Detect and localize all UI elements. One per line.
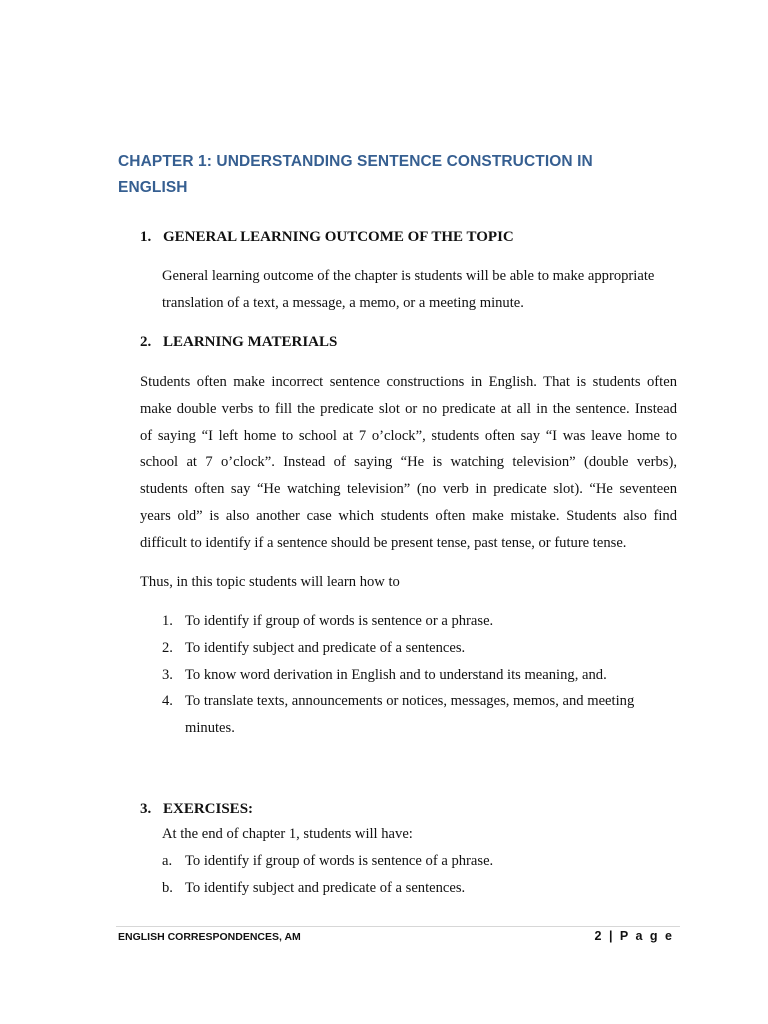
section-heading-learning-outcome	[140, 227, 514, 247]
list-item-text	[185, 688, 634, 742]
list-item	[162, 848, 662, 875]
section-heading-exercises	[140, 799, 253, 819]
list-marker: 1.	[162, 613, 173, 629]
section-number: 1.	[140, 229, 152, 245]
list-marker: 3.	[162, 666, 173, 683]
list-item-line: To translate texts, announcements or notices, messages, memos, and meeting	[185, 693, 635, 710]
footer-page-number: 2 | P a g e	[594, 929, 674, 943]
paragraph-line: make double verbs to fill the predicate slot or no predicate at all in the sentence. Instead	[140, 400, 677, 417]
list-item-text: To identify if group of words is sentence of a phrase.	[185, 853, 494, 869]
section-heading-text: GENERAL LEARNING OUTCOME OF THE TOPIC	[163, 229, 514, 245]
list-item	[162, 608, 662, 635]
section-number: 3.	[140, 801, 152, 817]
paragraph-line: of saying “I left home to school at 7 o’clock”, students often say “I was leave home to	[140, 427, 677, 444]
list-item	[162, 635, 662, 662]
list-item	[162, 875, 662, 902]
learning-materials-paragraph	[140, 369, 677, 557]
footer-document-title: ENGLISH CORRESPONDENCES, AM	[118, 931, 301, 943]
footer-divider	[116, 926, 680, 927]
section-heading-text: EXERCISES:	[163, 801, 254, 817]
list-marker: 4.	[162, 693, 173, 710]
list-item	[162, 662, 662, 689]
chapter-title-line: ENGLISH	[118, 179, 188, 196]
paragraph-line: translation of a text, a message, a memo, or a meeting minute.	[162, 294, 524, 311]
paragraph-line: Thus, in this topic students will learn how to	[140, 574, 400, 590]
exercises-list	[162, 848, 662, 902]
paragraph-line: difficult to identify if a sentence should be present tense, past tense, or future tense.	[140, 534, 627, 551]
exercises-intro	[162, 821, 682, 848]
section-heading-learning-materials	[140, 332, 337, 352]
paragraph-line: General learning outcome of the chapter is students will be able to make appropriate	[162, 268, 655, 284]
list-item-text: To identify subject and predicate of a sentences.	[185, 639, 466, 656]
paragraph-line: At the end of chapter 1, students will have:	[162, 826, 413, 842]
learning-materials-intro	[140, 569, 660, 596]
list-item-text: To know word derivation in English and to understand its meaning, and.	[185, 666, 607, 683]
list-item	[162, 688, 662, 742]
list-marker: b.	[162, 879, 173, 896]
paragraph-line: years old” is also another case which students often make mistake. Students also find	[140, 507, 677, 524]
list-marker: a.	[162, 853, 173, 869]
list-item-text: To identify subject and predicate of a sentences.	[185, 879, 466, 896]
list-marker: 2.	[162, 639, 173, 656]
list-item-line: minutes.	[185, 720, 235, 737]
learning-goals-list	[162, 608, 662, 742]
list-item-text: To identify if group of words is sentence or a phrase.	[185, 613, 494, 629]
paragraph-line: students often say “He watching television” (no verb in predicate slot). “He seventeen	[140, 481, 677, 498]
chapter-title-line: CHAPTER 1: UNDERSTANDING SENTENCE CONSTRUCTION IN	[118, 153, 593, 170]
learning-outcome-paragraph	[162, 263, 682, 317]
paragraph-line: Students often make incorrect sentence constructions in English. That is students often	[140, 374, 677, 390]
section-heading-text: LEARNING MATERIALS	[163, 334, 338, 350]
chapter-title	[118, 149, 638, 201]
paragraph-line: school at 7 o’clock”. Instead of saying “He is watching television” (double verbs),	[140, 454, 677, 471]
section-number: 2.	[140, 334, 152, 350]
